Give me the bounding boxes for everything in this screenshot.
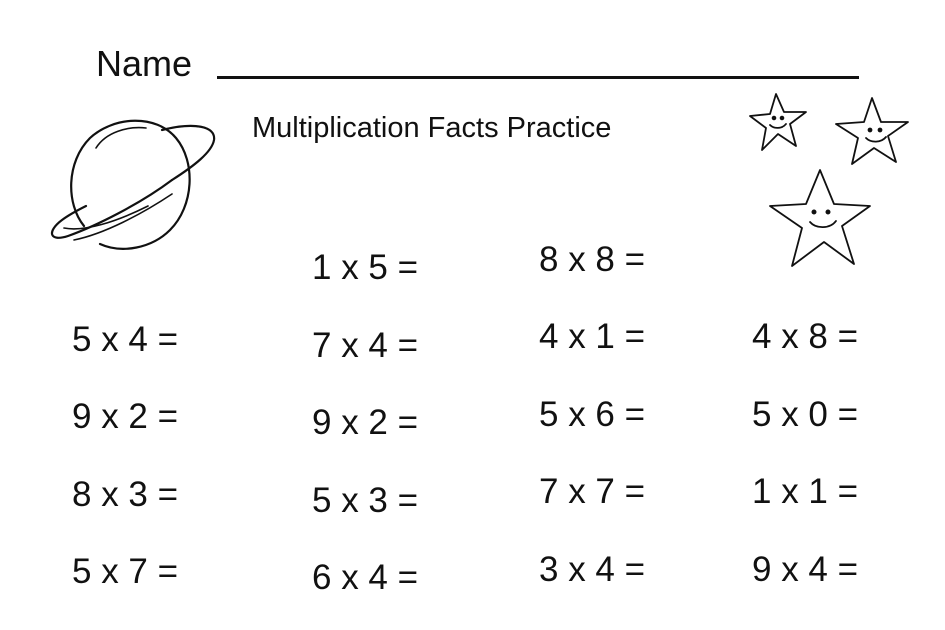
problem-c1-r4: 5 x 7 = bbox=[72, 552, 179, 591]
planet-icon bbox=[44, 108, 224, 268]
problem-c1-r3: 8 x 3 = bbox=[72, 475, 179, 514]
problem-c4-r4: 9 x 4 = bbox=[752, 550, 859, 589]
smiling-stars-icon bbox=[740, 88, 925, 288]
problem-c1-r1: 5 x 4 = bbox=[72, 320, 179, 359]
problem-c2-r3: 9 x 2 = bbox=[312, 403, 419, 442]
problem-c2-r5: 6 x 4 = bbox=[312, 558, 419, 597]
problem-c4-r1: 4 x 8 = bbox=[752, 317, 859, 356]
problem-c3-r3: 5 x 6 = bbox=[539, 395, 646, 434]
problem-c2-r2: 7 x 4 = bbox=[312, 326, 419, 365]
name-label: Name bbox=[96, 43, 193, 84]
name-write-line bbox=[217, 76, 859, 79]
problem-c4-r2: 5 x 0 = bbox=[752, 395, 859, 434]
problem-c3-r4: 7 x 7 = bbox=[539, 472, 646, 511]
worksheet-title: Multiplication Facts Practice bbox=[252, 112, 612, 144]
problem-c3-r1: 8 x 8 = bbox=[539, 240, 646, 279]
problem-c3-r5: 3 x 4 = bbox=[539, 550, 646, 589]
problem-c2-r4: 5 x 3 = bbox=[312, 481, 419, 520]
problem-c2-r1: 1 x 5 = bbox=[312, 248, 419, 287]
problem-c4-r3: 1 x 1 = bbox=[752, 472, 859, 511]
problem-c3-r2: 4 x 1 = bbox=[539, 317, 646, 356]
problem-c1-r2: 9 x 2 = bbox=[72, 397, 179, 436]
